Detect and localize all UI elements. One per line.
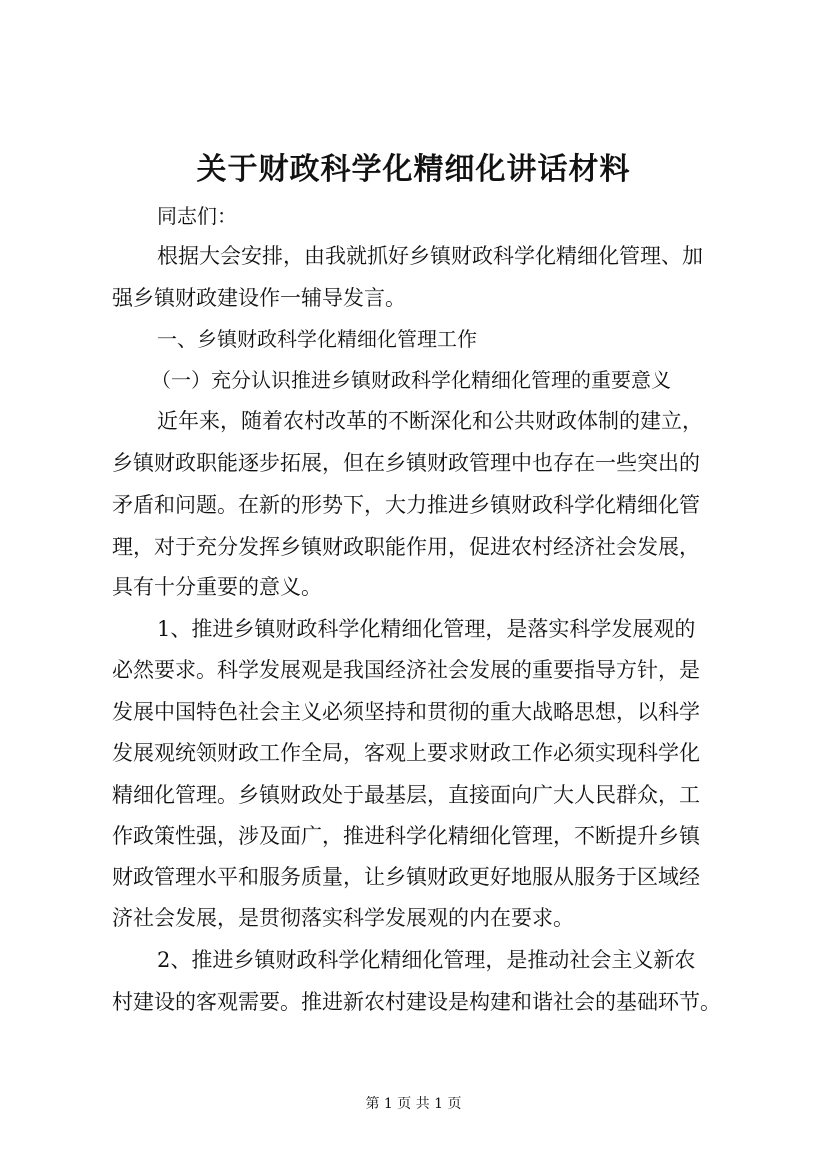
paragraph-line: 精细化管理。乡镇财政处于最基层，直接面向广大人民群众，工 xyxy=(112,783,700,807)
paragraph-line: 济社会发展，是贯彻落实科学发展观的内在要求。 xyxy=(112,906,574,930)
paragraph-line: 1、推进乡镇财政科学化精细化管理，是落实科学发展观的 xyxy=(157,617,696,641)
paragraph-line: 具有十分重要的意义。 xyxy=(112,575,322,599)
paragraph-line: 强乡镇财政建设作一辅导发言。 xyxy=(112,286,406,310)
section-heading: 一、乡镇财政科学化精细化管理工作 xyxy=(157,327,477,351)
paragraph-line: 财政管理水平和服务质量，让乡镇财政更好地服从服务于区域经 xyxy=(112,865,700,889)
greeting-line: 同志们： xyxy=(157,204,237,228)
paragraph-line: 发展中国特色社会主义必须坚持和贯彻的重大战略思想，以科学 xyxy=(112,700,700,724)
paragraph-line: 必然要求。科学发展观是我国经济社会发展的重要指导方针，是 xyxy=(112,658,700,682)
paragraph-line: 2、推进乡镇财政科学化精细化管理，是推动社会主义新农 xyxy=(157,948,696,972)
paragraph-line: 乡镇财政职能逐步拓展，但在乡镇财政管理中也存在一些突出的 xyxy=(112,451,700,475)
paragraph-line: 理，对于充分发挥乡镇财政职能作用，促进农村经济社会发展， xyxy=(112,535,700,559)
paragraph-line: 作政策性强，涉及面广，推进科学化精细化管理，不断提升乡镇 xyxy=(112,824,700,848)
paragraph-line: 村建设的客观需要。推进新农村建设是构建和谐社会的基础环节。 xyxy=(112,990,721,1014)
paragraph-line: 矛盾和问题。在新的形势下，大力推进乡镇财政科学化精细化管 xyxy=(112,493,700,517)
document-title: 关于财政科学化精细化讲话材料 xyxy=(196,152,631,187)
subsection-heading: （一）充分认识推进乡镇财政科学化精细化管理的重要意义 xyxy=(151,368,671,392)
page-number-footer: 第 1 页 共 1 页 xyxy=(365,1096,462,1112)
paragraph-line: 近年来，随着农村改革的不断深化和公共财政体制的建立， xyxy=(157,409,703,433)
paragraph-line: 根据大会安排，由我就抓好乡镇财政科学化精细化管理、加 xyxy=(157,244,703,268)
paragraph-line: 发展观统领财政工作全局，客观上要求财政工作必须实现科学化 xyxy=(112,741,700,765)
